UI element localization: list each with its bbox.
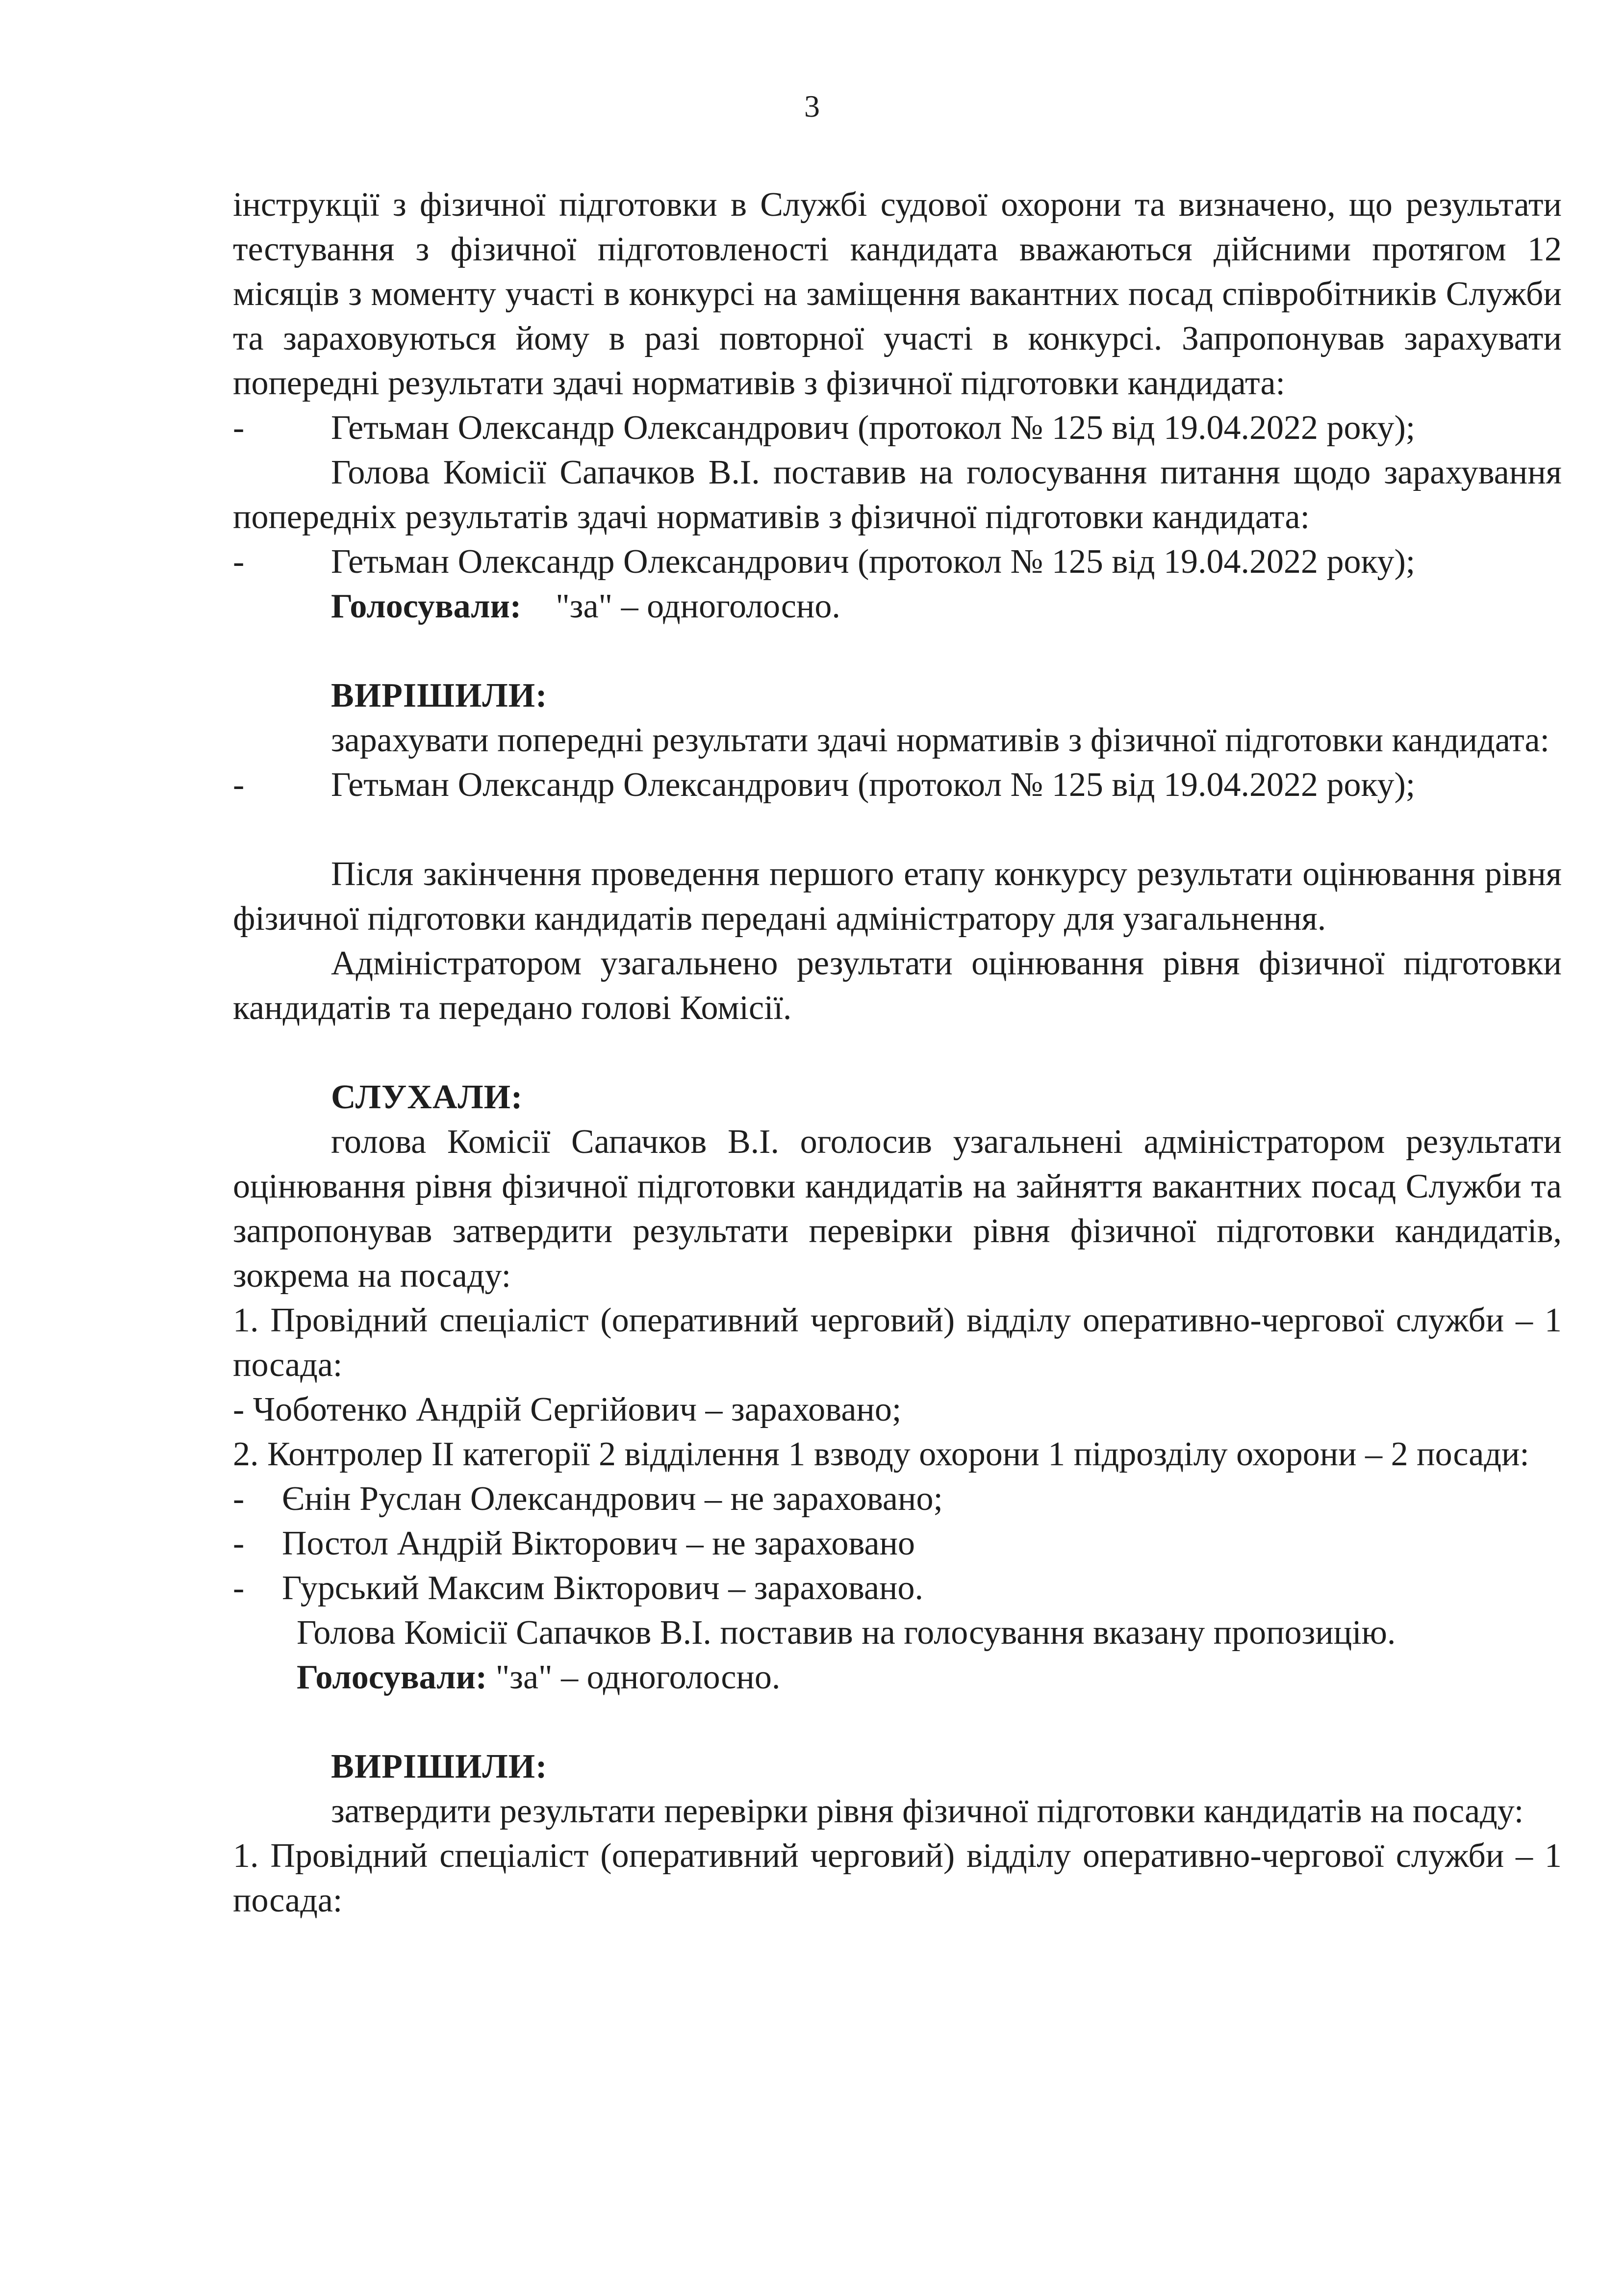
dash-marker: - <box>233 766 245 804</box>
list-item <box>233 1477 1562 1521</box>
vote-label: Голосували: <box>331 587 522 625</box>
paragraph: затвердити результати перевірки рівня фізичної підготовки кандидатів на посаду: <box>331 1792 1524 1830</box>
paragraph: Адміністратором узагальнено результати оцінювання рівня фізичної підготовки кандидатів та передано голові Комісії. <box>233 944 1562 1027</box>
candidate-line: - Чоботенко Андрій Сергійович – зараховано; <box>233 1391 902 1428</box>
list-item <box>233 406 1562 450</box>
list-item <box>233 1566 1562 1610</box>
candidate-text: Постол Андрій Вікторович – не зараховано <box>282 1525 915 1562</box>
dash-marker: - <box>233 1525 245 1562</box>
paragraph: голова Комісії Сапачков В.І. оголосив узагальнені адміністратором результати оцінювання рівня фізичної підготовки кандидатів на зайняття вакантних посад Служби та запропонував затвердити результати перевірки рівня фізичної підготовки кандидатів, зокрема на посаду: <box>233 1123 1562 1295</box>
list-item-text: Гетьман Олександр Олександрович (протокол № 125 від 19.04.2022 року); <box>331 766 1416 804</box>
page-number: 3 <box>804 89 820 124</box>
vote-value: "за" – одноголосно. <box>495 1658 781 1696</box>
dash-marker: - <box>233 543 245 581</box>
candidate-text: Єнін Руслан Олександрович – не зараховано; <box>282 1480 943 1518</box>
candidate-text: Гурський Максим Вікторович – зараховано. <box>282 1569 924 1607</box>
paragraph: Голова Комісії Сапачков В.І. поставив на голосування вказану пропозицію. <box>297 1614 1396 1652</box>
document-body <box>233 182 1562 1923</box>
paragraph: інструкції з фізичної підготовки в Службі судової охорони та визначено, що результати тестування з фізичної підготовленості кандидата вважаються дійсними протягом 12 місяців з моменту участі в конкурсі на заміщення вакантних посад співробітників Служби та зараховуються йому в разі повторної участі в конкурсі. Запропонував зарахувати попередні результати здачі нормативів з фізичної підготовки кандидата: <box>233 186 1562 402</box>
section-heading: СЛУХАЛИ: <box>331 1078 523 1116</box>
vote-label: Голосували: <box>297 1658 487 1696</box>
list-item-text: Гетьман Олександр Олександрович (протокол № 125 від 19.04.2022 року); <box>331 543 1416 581</box>
dash-marker: - <box>233 1569 245 1607</box>
list-item <box>233 1521 1562 1566</box>
vote-line <box>233 584 1562 629</box>
vote-value: "за" – одноголосно. <box>556 587 840 625</box>
paragraph: зарахувати попередні результати здачі нормативів з фізичної підготовки кандидата: <box>331 721 1550 759</box>
position-line: 1. Провідний спеціаліст (оперативний черговий) відділу оперативно-чергової служби – 1 посада: <box>233 1837 1562 1919</box>
dash-marker: - <box>233 1480 245 1518</box>
position-line: 1. Провідний спеціаліст (оперативний черговий) відділу оперативно-чергової служби – 1 посада: <box>233 1301 1562 1384</box>
list-item <box>233 763 1562 807</box>
vote-line <box>233 1655 1562 1700</box>
paragraph: Голова Комісії Сапачков В.І. поставив на голосування питання щодо зарахування попередніх результатів здачі нормативів з фізичної підготовки кандидата: <box>233 454 1562 536</box>
section-heading: ВИРІШИЛИ: <box>331 677 548 714</box>
position-line: 2. Контролер ІІ категорії 2 відділення 1 взводу охорони 1 підрозділу охорони – 2 посади: <box>233 1435 1529 1473</box>
list-item-text: Гетьман Олександр Олександрович (протокол № 125 від 19.04.2022 року); <box>331 409 1416 447</box>
paragraph: Після закінчення проведення першого етапу конкурсу результати оцінювання рівня фізичної підготовки кандидатів передані адміністратору для узагальнення. <box>233 855 1562 938</box>
section-heading: ВИРІШИЛИ: <box>331 1748 548 1785</box>
list-item <box>233 539 1562 584</box>
dash-marker: - <box>233 409 245 447</box>
